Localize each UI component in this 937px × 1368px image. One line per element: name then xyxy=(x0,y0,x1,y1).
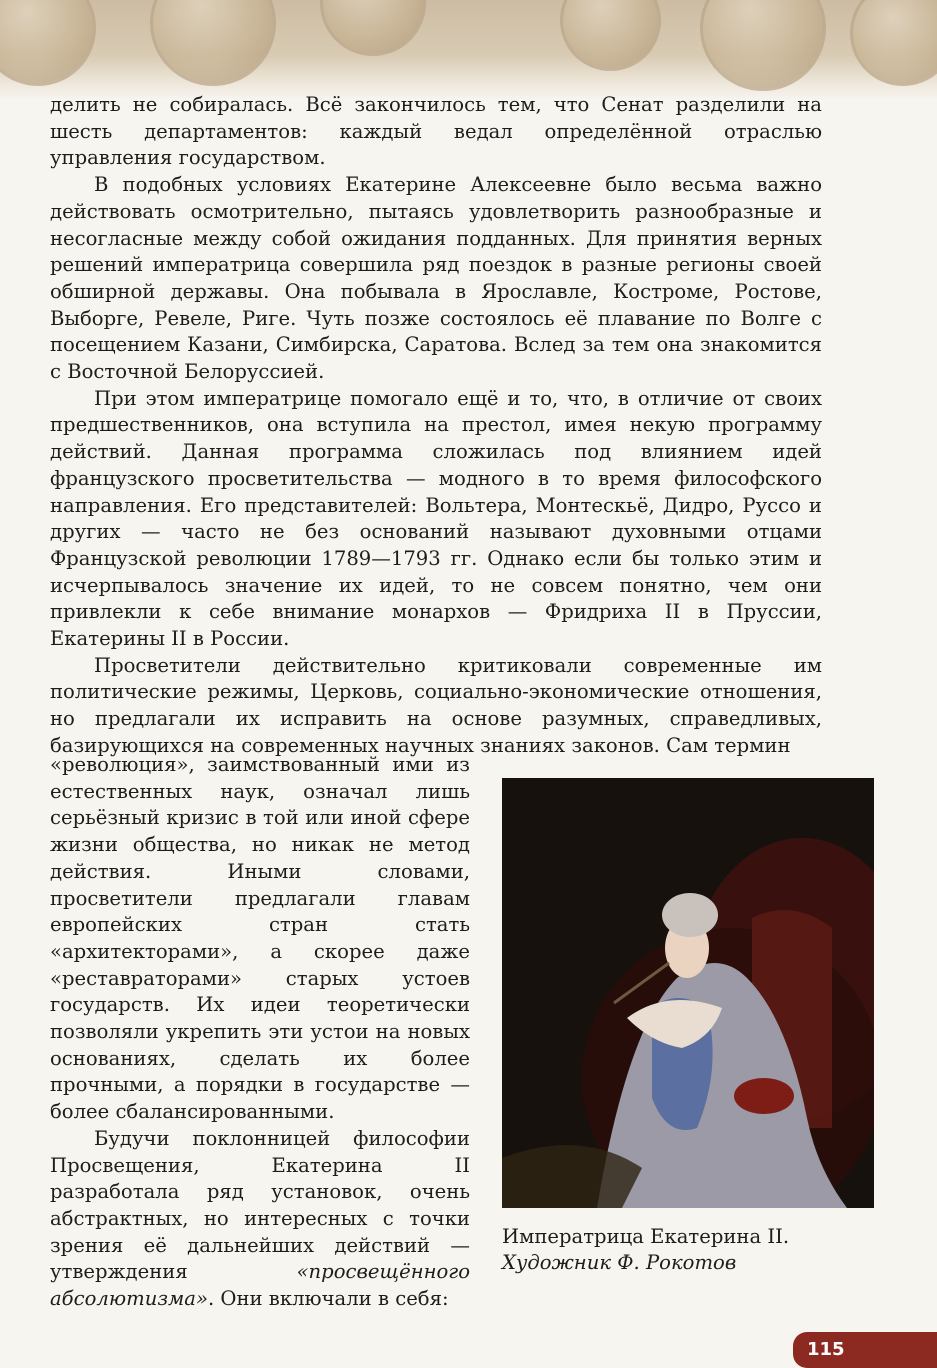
caption-author: Художник Ф. Рокотов xyxy=(502,1251,737,1274)
page-number-badge xyxy=(793,1332,937,1368)
paragraph-text: . Они включали в себя: xyxy=(207,1287,449,1311)
portrait-image xyxy=(502,778,874,1208)
paragraph-text: Будучи поклонницей философии Просвещения, Екатерина II разработала ряд установок, очень абстрактных, но интересных с точки зрения её дальнейших действий — утверждения xyxy=(50,1126,470,1284)
coin-ornament xyxy=(0,0,96,86)
paragraph: делить не собиралась. Всё закончилось тем, что Сенат разделили на шесть департаментов: каждый ведал определённой отраслью управления государством. xyxy=(50,93,822,170)
paragraph: Просветители действительно критиковали современные им политические режимы, Церковь, социально-экономические отношения, но предлагали их исправить на основе разумных, справедливых, базирующихся на современных научных знаниях законов. Сам термин xyxy=(50,653,822,757)
figure-caption xyxy=(502,1224,789,1276)
paragraph: При этом императрице помогало ещё и то, что, в отличие от своих предшественников, она вступила на престол, имея некую программу действий. Данная программа сложилась под влиянием идей французского просветительства — модного в то время философского направления. Его представителей: Вольтера, Монтескьё, Дидро, Руссо и других — часто не без оснований называют духовными отцами Французской революции 1789—1793 гг. Однако если бы только этим и исчерпывалось значение их идей, то не совсем понятно, чем они привлекли к себе внимание монархов — Фридриха II в Пруссии, Екатерины II в России. xyxy=(50,386,822,651)
paragraph: «революция», заимствованный ими из естественных наук, означал лишь серьёзный кризис в той или иной сфере жизни общества, но никак не метод действия. Иными словами, просветители предлагали главам европейских стран стать «архитекторами», а скорее даже «реставраторами» старых устоев государств. Их идеи теоретически позволяли укрепить эти устои на новых основаниях, сделать их более прочными, а порядки в государстве — более сбалансированными. xyxy=(50,753,470,1124)
coin-ornament xyxy=(700,0,826,91)
portrait-illustration xyxy=(502,778,874,1208)
coin-ornament xyxy=(850,0,937,86)
decorative-header-banner xyxy=(0,0,937,100)
caption-title: Императрица Екатерина II. xyxy=(502,1225,790,1248)
text-column-wrapped xyxy=(50,752,470,1313)
text-column-top xyxy=(50,92,822,760)
paragraph xyxy=(50,1126,470,1313)
emphasized-term: «просвещённого абсолютизма» xyxy=(50,1260,470,1311)
paragraph: В подобных условиях Екатерине Алексеевне было весьма важно действовать осмотрительно, пытаясь удовлетворить разнообразные и несогласные между собой ожидания подданных. Для принятия верных решений императрица совершила ряд поездок в разные регионы своей обширной державы. Она побывала в Ярославле, Костроме, Ростове, Выборге, Ревеле, Риге. Чуть позже состоялось её плавание по Волге с посещением Казани, Симбирска, Саратова. Вслед за тем она знакомится с Восточной Белоруссией. xyxy=(50,173,822,384)
coin-ornament xyxy=(150,0,276,86)
coin-ornament xyxy=(320,0,426,56)
coin-ornament xyxy=(560,0,661,71)
page-number: 115 xyxy=(807,1339,845,1360)
